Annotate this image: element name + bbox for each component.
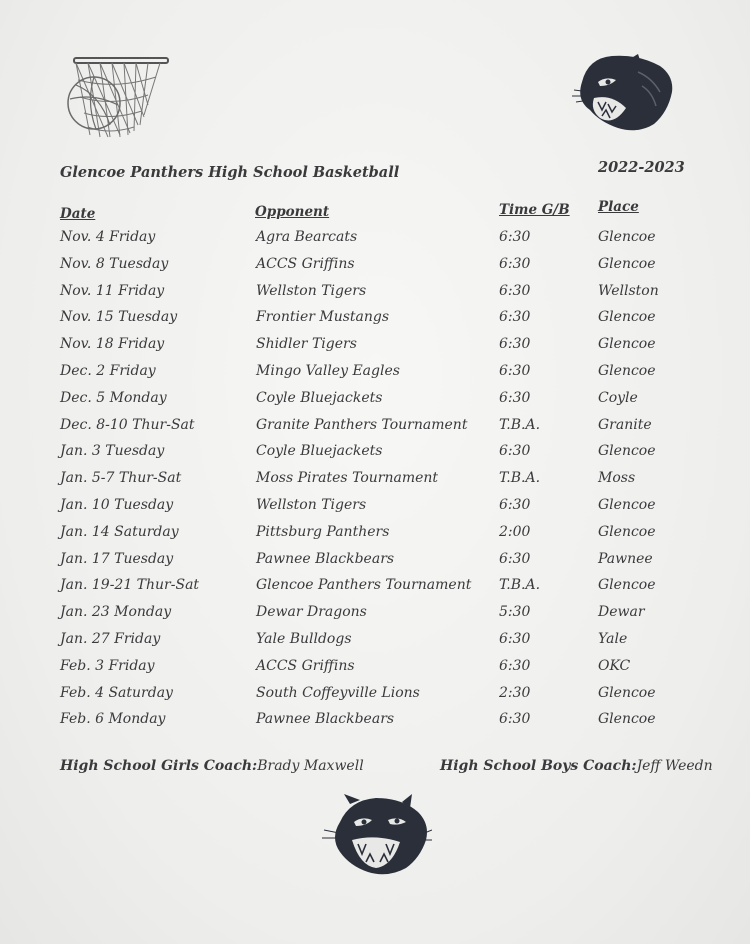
game-opponent: Pittsburg Panthers — [256, 523, 390, 540]
table-row — [0, 708, 750, 735]
game-opponent: Pawnee Blackbears — [256, 550, 395, 567]
game-time: 6:30 — [499, 336, 531, 353]
table-row — [0, 306, 750, 333]
table-row — [0, 574, 750, 601]
column-header-time: Time G/B — [499, 202, 570, 218]
game-opponent: Shidler Tigers — [256, 336, 357, 353]
game-time: 6:30 — [499, 282, 531, 299]
game-place: Glencoe — [598, 577, 656, 594]
table-row — [0, 682, 750, 709]
game-time: 6:30 — [499, 389, 531, 406]
game-opponent: Coyle Bluejackets — [256, 443, 383, 460]
game-place: Coyle — [598, 389, 638, 406]
table-row — [0, 226, 750, 253]
table-row — [0, 494, 750, 521]
game-opponent: ACCS Griffins — [256, 255, 355, 272]
game-time: 6:30 — [499, 630, 531, 647]
game-date: Nov. 11 Friday — [60, 282, 165, 299]
game-time: T.B.A. — [499, 470, 541, 487]
game-opponent: Frontier Mustangs — [256, 309, 390, 326]
game-place: Glencoe — [598, 684, 656, 701]
game-opponent: Pawnee Blackbears — [256, 711, 395, 728]
game-opponent: Wellston Tigers — [256, 496, 367, 513]
game-date: Feb. 6 Monday — [60, 711, 166, 728]
game-time: 2:00 — [499, 523, 531, 540]
game-place: Moss — [598, 470, 636, 487]
game-date: Jan. 17 Tuesday — [60, 550, 174, 567]
table-row — [0, 253, 750, 280]
game-opponent: Moss Pirates Tournament — [256, 470, 439, 487]
game-place: Glencoe — [598, 309, 656, 326]
column-header-opponent: Opponent — [255, 204, 330, 220]
game-place: Glencoe — [598, 496, 656, 513]
game-date: Feb. 3 Friday — [60, 657, 155, 674]
panther-head-icon — [568, 52, 676, 134]
game-place: Glencoe — [598, 523, 656, 540]
table-row — [0, 414, 750, 441]
game-opponent: Granite Panthers Tournament — [256, 416, 468, 433]
game-date: Jan. 5-7 Thur-Sat — [60, 470, 182, 487]
game-date: Jan. 14 Saturday — [60, 523, 179, 540]
basketball-hoop-icon — [60, 55, 172, 145]
game-time: 6:30 — [499, 496, 531, 513]
game-place: Glencoe — [598, 443, 656, 460]
game-date: Jan. 19-21 Thur-Sat — [60, 577, 200, 594]
boys-coach — [440, 758, 713, 774]
game-date: Jan. 3 Tuesday — [60, 443, 165, 460]
game-date: Jan. 23 Monday — [60, 604, 172, 621]
game-opponent: Agra Bearcats — [256, 229, 358, 245]
panther-head-icon — [322, 794, 432, 878]
game-opponent: Dewar Dragons — [256, 604, 367, 621]
girls-coach — [60, 758, 364, 774]
table-row — [0, 521, 750, 548]
game-time: 6:30 — [499, 229, 531, 245]
game-date: Jan. 27 Friday — [60, 630, 161, 647]
table-row — [0, 467, 750, 494]
game-opponent: South Coffeyville Lions — [256, 684, 420, 701]
game-time: 6:30 — [499, 711, 531, 728]
game-time: 6:30 — [499, 443, 531, 460]
game-place: Granite — [598, 416, 652, 433]
game-opponent: Wellston Tigers — [256, 282, 367, 299]
page-title: Glencoe Panthers High School Basketball — [60, 164, 400, 181]
game-place: Dewar — [598, 604, 645, 621]
girls-coach-label: High School Girls Coach: — [60, 758, 258, 774]
boys-coach-name: Jeff Weedn — [636, 758, 713, 774]
game-opponent: Yale Bulldogs — [256, 630, 352, 647]
game-place: Glencoe — [598, 336, 656, 353]
game-date: Dec. 5 Monday — [60, 389, 167, 406]
table-row — [0, 655, 750, 682]
season-label: 2022-2023 — [598, 159, 685, 176]
table-row — [0, 548, 750, 575]
game-place: Yale — [598, 630, 628, 647]
game-place: OKC — [598, 657, 631, 674]
girls-coach-name: Brady Maxwell — [257, 758, 364, 774]
table-row — [0, 628, 750, 655]
game-time: 6:30 — [499, 255, 531, 272]
boys-coach-label: High School Boys Coach: — [440, 758, 637, 774]
game-time: T.B.A. — [499, 416, 541, 433]
column-header-date: Date — [60, 206, 96, 222]
game-opponent: Coyle Bluejackets — [256, 389, 383, 406]
game-time: 6:30 — [499, 657, 531, 674]
game-place: Pawnee — [598, 550, 653, 567]
game-time: 6:30 — [499, 550, 531, 567]
game-date: Nov. 18 Friday — [60, 336, 165, 353]
table-row — [0, 360, 750, 387]
column-header-place: Place — [598, 199, 639, 215]
game-date: Nov. 8 Tuesday — [60, 255, 169, 272]
table-row — [0, 440, 750, 467]
game-place: Glencoe — [598, 711, 656, 728]
game-time: 5:30 — [499, 604, 531, 621]
game-date: Dec. 8-10 Thur-Sat — [60, 416, 195, 433]
game-opponent: Glencoe Panthers Tournament — [256, 577, 472, 594]
game-place: Glencoe — [598, 255, 656, 272]
game-date: Feb. 4 Saturday — [60, 684, 173, 701]
game-opponent: Mingo Valley Eagles — [256, 362, 400, 379]
table-row — [0, 280, 750, 307]
game-place: Glencoe — [598, 362, 656, 379]
schedule-table — [0, 226, 750, 735]
game-opponent: ACCS Griffins — [256, 657, 355, 674]
table-row — [0, 387, 750, 414]
game-time: 6:30 — [499, 309, 531, 326]
game-place: Glencoe — [598, 229, 656, 245]
game-time: 2:30 — [499, 684, 531, 701]
game-time: T.B.A. — [499, 577, 541, 594]
table-row — [0, 601, 750, 628]
game-date: Nov. 4 Friday — [60, 229, 156, 245]
game-place: Wellston — [598, 282, 659, 299]
game-date: Dec. 2 Friday — [60, 362, 156, 379]
game-date: Jan. 10 Tuesday — [60, 496, 174, 513]
table-row — [0, 333, 750, 360]
game-time: 6:30 — [499, 362, 531, 379]
game-date: Nov. 15 Tuesday — [60, 309, 178, 326]
